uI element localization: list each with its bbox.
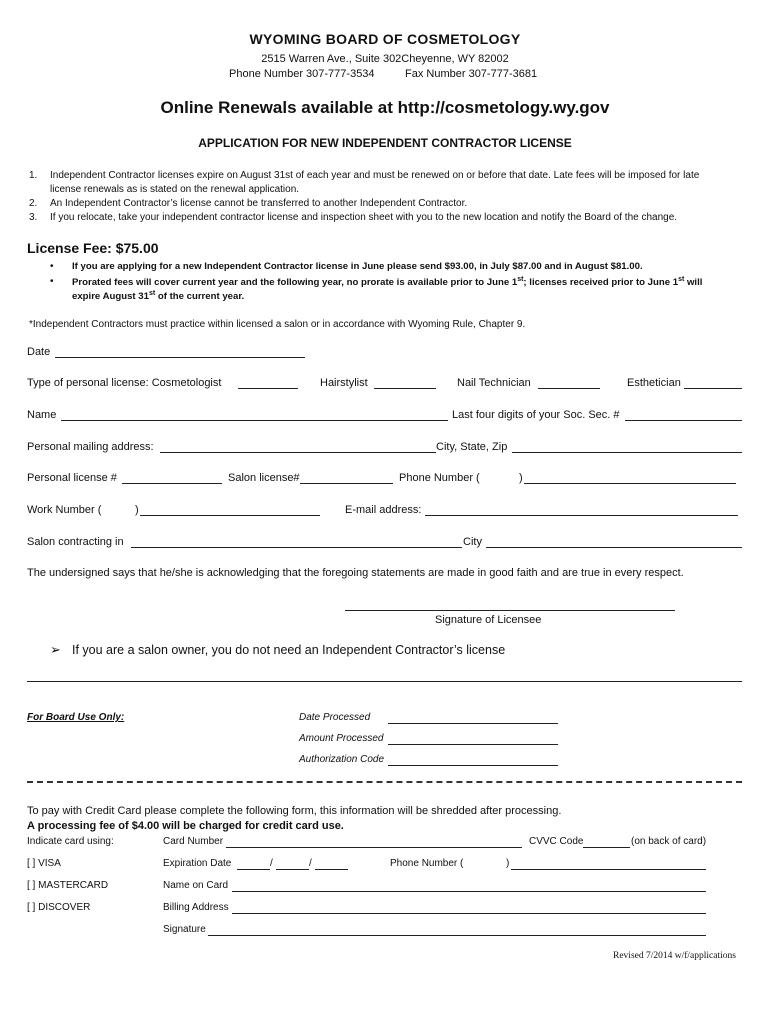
- personal-license-field[interactable]: [122, 471, 222, 484]
- ic-note: *Independent Contractors must practice within licensed a salon or in accordance with Wyoming Rule, Chapter 9.: [29, 319, 526, 330]
- email-field[interactable]: [425, 503, 738, 516]
- phone-paren-close: ): [519, 472, 523, 484]
- cc-phone-paren-close: ): [506, 858, 510, 869]
- hairstylist-label: Hairstylist: [320, 377, 368, 389]
- board-name: WYOMING BOARD OF COSMETOLOGY: [249, 31, 521, 47]
- type-personal-label: Type of personal license: Cosmetologist: [27, 377, 222, 389]
- work-number-field[interactable]: [140, 503, 320, 516]
- cc-signature-label: Signature: [163, 924, 206, 935]
- cvvc-label: CVVC Code: [529, 836, 584, 847]
- date-field[interactable]: [55, 345, 305, 358]
- rule-1-num: 1.: [29, 170, 38, 181]
- salon-contracting-field[interactable]: [131, 535, 462, 548]
- name-on-card-field[interactable]: [232, 879, 706, 892]
- amount-processed-field[interactable]: [388, 732, 558, 745]
- card-number-field[interactable]: [226, 835, 522, 848]
- mastercard-checkbox[interactable]: [ ] MASTERCARD: [27, 880, 109, 891]
- rule-3-num: 3.: [29, 212, 38, 223]
- signature-field[interactable]: [345, 598, 675, 611]
- form-title: APPLICATION FOR NEW INDEPENDENT CONTRACTOR LICENSE: [198, 136, 572, 150]
- online-renewals: Online Renewals available at http://cosmetology.wy.gov: [160, 98, 610, 117]
- date-processed-field[interactable]: [388, 711, 558, 724]
- work-paren-close: ): [135, 504, 139, 516]
- nail-tech-label: Nail Technician: [457, 377, 531, 389]
- expiration-label: Expiration Date: [163, 858, 232, 869]
- credit-intro: To pay with Credit Card please complete the following form, this information will be shredded after processing.: [27, 805, 562, 817]
- phone-number-label: Phone Number (: [399, 472, 480, 484]
- license-fee: License Fee: $75.00: [27, 240, 159, 256]
- bullet-icon: •: [50, 276, 54, 287]
- rule-1-cont: license renewals as is stated on the renewal application.: [50, 184, 300, 195]
- city-state-zip-label: City, State, Zip: [436, 441, 508, 453]
- attestation: The undersigned says that he/she is acknowledging that the foregoing statements are made in good faith and are true in every respect.: [27, 567, 684, 579]
- dashed-divider: [27, 781, 742, 783]
- divider: [27, 681, 742, 682]
- personal-license-label: Personal license #: [27, 472, 117, 484]
- rule-2-num: 2.: [29, 198, 38, 209]
- rule-1-text: Independent Contractor licenses expire on August 31st of each year and must be renewed on or before that date. Late fees will be imposed for late: [50, 170, 700, 181]
- salon-license-label: Salon license#: [228, 472, 300, 484]
- amount-processed-label: Amount Processed: [299, 733, 384, 744]
- nail-tech-field[interactable]: [538, 376, 600, 389]
- name-field[interactable]: [61, 408, 448, 421]
- fee-bullet-2: Prorated fees will cover current year and the following year, no prorate is available prior to June 1st; licenses received prior to June 1st will: [72, 276, 703, 289]
- esthetician-label: Esthetician: [627, 377, 681, 389]
- ssn-field[interactable]: [625, 408, 742, 421]
- cvvc-note: (on back of card): [631, 836, 707, 847]
- cc-phone-label: Phone Number (: [390, 858, 464, 869]
- board-address: 2515 Warren Ave., Suite 302Cheyenne, WY 82002: [261, 53, 509, 65]
- fee-bullet-2-cont: expire August 31st of the current year.: [72, 290, 245, 303]
- owner-note: If you are a salon owner, you do not need an Independent Contractor’s license: [72, 643, 506, 657]
- city-field[interactable]: [486, 535, 742, 548]
- work-number-label: Work Number (: [27, 504, 102, 516]
- auth-code-field[interactable]: [388, 753, 558, 766]
- billing-address-field[interactable]: [232, 901, 706, 914]
- salon-contracting-label: Salon contracting in: [27, 536, 124, 548]
- esthetician-field[interactable]: [684, 376, 742, 389]
- credit-fee: A processing fee of $4.00 will be charged for credit card use.: [27, 820, 344, 832]
- visa-checkbox[interactable]: [ ] VISA: [27, 858, 61, 869]
- mailing-field[interactable]: [160, 440, 436, 453]
- name-label: Name: [27, 409, 57, 421]
- mailing-label: Personal mailing address:: [27, 441, 154, 453]
- indicate-card-label: Indicate card using:: [27, 836, 114, 847]
- rule-3-text: If you relocate, take your independent contractor license and inspection sheet with you to the new location and notify the Board of the change.: [50, 212, 678, 223]
- name-on-card-label: Name on Card: [163, 880, 229, 891]
- city-label: City: [463, 536, 482, 548]
- rule-2-text: An Independent Contractor’s license cannot be transferred to another Independent Contractor.: [50, 198, 468, 209]
- card-number-label: Card Number: [163, 836, 224, 847]
- cc-phone-field[interactable]: [511, 857, 706, 870]
- cosmetologist-field[interactable]: [238, 376, 298, 389]
- board-use-label: For Board Use Only:: [27, 712, 125, 723]
- board-fax: Fax Number 307-777-3681: [405, 68, 538, 80]
- hairstylist-field[interactable]: [374, 376, 436, 389]
- auth-code-label: Authorization Code: [299, 754, 385, 765]
- cvvc-field[interactable]: [583, 835, 630, 848]
- exp-day-field[interactable]: [276, 857, 309, 870]
- exp-slash-1: /: [270, 858, 273, 869]
- email-label: E-mail address:: [345, 504, 422, 516]
- discover-checkbox[interactable]: [ ] DISCOVER: [27, 902, 91, 913]
- exp-slash-2: /: [309, 858, 312, 869]
- phone-number-field[interactable]: [524, 471, 736, 484]
- signature-label: Signature of Licensee: [435, 614, 542, 626]
- city-state-zip-field[interactable]: [512, 440, 742, 453]
- salon-license-field[interactable]: [300, 471, 393, 484]
- ssn-label: Last four digits of your Soc. Sec. #: [452, 409, 620, 421]
- date-processed-label: Date Processed: [299, 712, 371, 723]
- board-phone: Phone Number 307-777-3534: [229, 68, 375, 80]
- billing-address-label: Billing Address: [163, 902, 229, 913]
- exp-year-field[interactable]: [315, 857, 348, 870]
- fee-bullet-1: If you are applying for a new Independent Contractor license in June please send $93.00, in July $87.00 and in August $81.00.: [72, 261, 643, 272]
- revised-note: Revised 7/2014 w/f/applications: [613, 951, 736, 961]
- cc-signature-field[interactable]: [208, 923, 706, 936]
- exp-month-field[interactable]: [237, 857, 270, 870]
- bullet-icon: •: [50, 261, 54, 272]
- arrow-icon: ➢: [50, 642, 61, 657]
- date-label: Date: [27, 346, 51, 358]
